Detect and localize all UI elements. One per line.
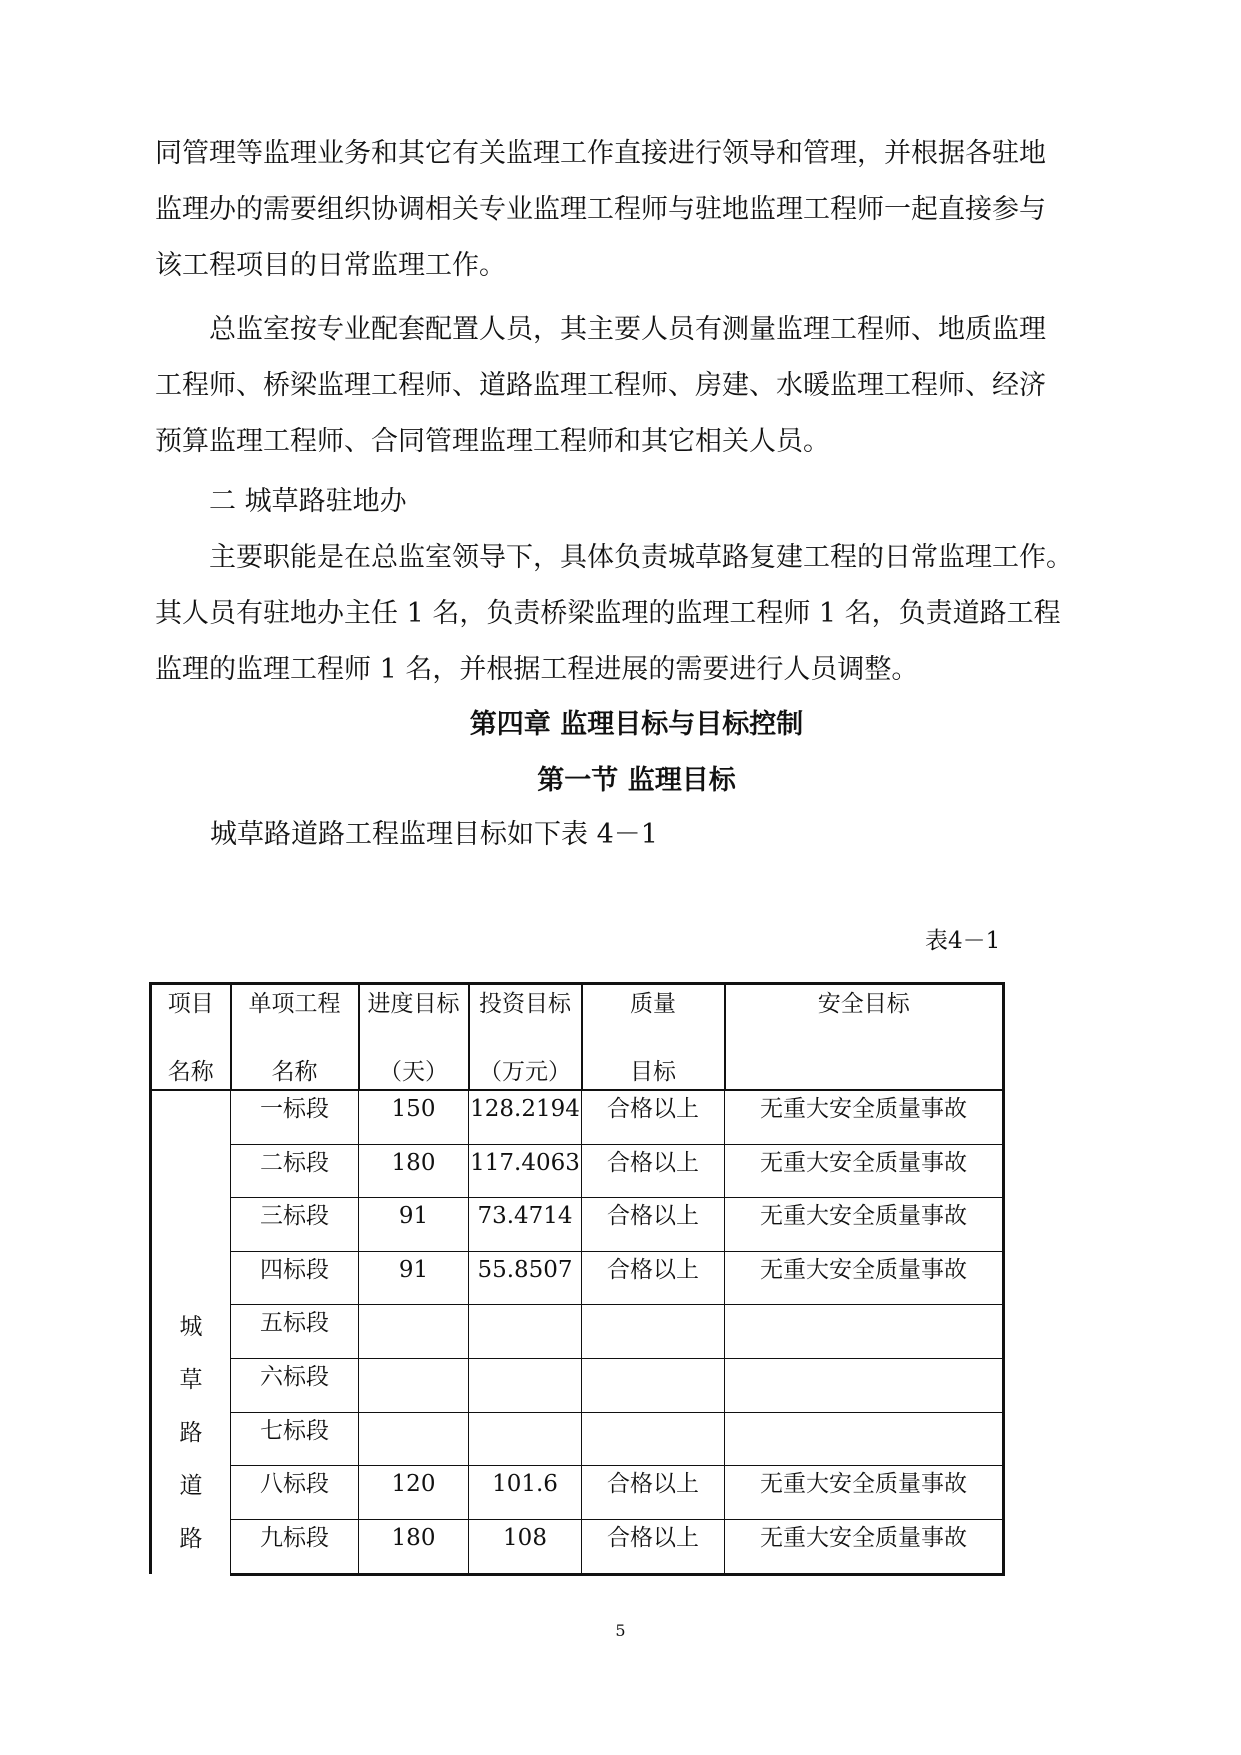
- header-cell: [359, 984, 469, 1091]
- section-title: 第一节 监理目标: [537, 765, 736, 796]
- table-row: [151, 1358, 1004, 1412]
- subsection-heading: [155, 474, 1115, 530]
- paragraph-resident-office: [155, 530, 1115, 698]
- header-cell: [725, 984, 1004, 1091]
- days-cell: 120: [359, 1466, 469, 1520]
- segment-cell: 八标段: [231, 1466, 359, 1520]
- header-bottom: [726, 1021, 1003, 1055]
- page-number: 5: [615, 1621, 626, 1640]
- table-row: [151, 1251, 1004, 1305]
- investment-cell: [469, 1305, 582, 1359]
- table-number: 表4－1: [925, 928, 1001, 954]
- investment-cell: 73.4714: [469, 1198, 582, 1252]
- quality-cell: [582, 1412, 725, 1466]
- safety-cell: 无重大安全质量事故: [725, 1090, 1004, 1144]
- header-top: 单项工程: [248, 991, 341, 1017]
- quality-cell: 合格以上: [582, 1198, 725, 1252]
- header-cell: [582, 984, 725, 1091]
- safety-cell: [725, 1412, 1004, 1466]
- segment-cell: 二标段: [231, 1144, 359, 1198]
- text-line: 同管理等监理业务和其它有关监理工作直接进行领导和管理，并根据各驻地: [155, 138, 1046, 169]
- header-cell: [231, 984, 359, 1091]
- quality-cell: 合格以上: [582, 1519, 725, 1574]
- segment-cell: 六标段: [231, 1358, 359, 1412]
- days-cell: [359, 1305, 469, 1359]
- project-name-vertical: [152, 1091, 230, 1574]
- safety-cell: [725, 1305, 1004, 1359]
- table-row: [151, 1519, 1004, 1574]
- table-intro: 城草路道路工程监理目标如下表 4－1: [210, 819, 658, 850]
- quality-cell: 合格以上: [582, 1144, 725, 1198]
- paragraph-management-duties: [155, 126, 1115, 294]
- text-line: 该工程项目的日常监理工作。: [155, 250, 506, 281]
- days-cell: 180: [359, 1144, 469, 1198]
- investment-cell: 108: [469, 1519, 582, 1574]
- quality-cell: [582, 1305, 725, 1359]
- segment-cell: 四标段: [231, 1251, 359, 1305]
- chapter-title: 第四章 监理目标与目标控制: [469, 709, 804, 740]
- supervision-targets-table: [149, 982, 1005, 1576]
- investment-cell: [469, 1412, 582, 1466]
- investment-cell: 128.2194: [469, 1090, 582, 1144]
- header-cell: [469, 984, 582, 1091]
- days-cell: 91: [359, 1251, 469, 1305]
- investment-cell: [469, 1358, 582, 1412]
- days-cell: 150: [359, 1090, 469, 1144]
- text-line: 主要职能是在总监室领导下，具体负责城草路复建工程的日常监理工作。: [155, 542, 1073, 573]
- table-row: [151, 1198, 1004, 1252]
- segment-cell: 七标段: [231, 1412, 359, 1466]
- header-bottom: 名称: [271, 1059, 318, 1085]
- header-top: 进度目标: [367, 991, 460, 1017]
- segment-cell: 一标段: [231, 1090, 359, 1144]
- text-line: 总监室按专业配套配置人员，其主要人员有测量监理工程师、地质监理: [155, 314, 1046, 345]
- safety-cell: 无重大安全质量事故: [725, 1251, 1004, 1305]
- safety-cell: 无重大安全质量事故: [725, 1519, 1004, 1574]
- days-cell: 91: [359, 1198, 469, 1252]
- safety-cell: [725, 1358, 1004, 1412]
- text-line: 二 城草路驻地办: [155, 486, 407, 517]
- header-bottom: 名称: [167, 1059, 214, 1085]
- text-line: 预算监理工程师、合同管理监理工程师和其它相关人员。: [155, 426, 830, 457]
- project-name-cell: [151, 1090, 231, 1574]
- table-row: [151, 1090, 1004, 1144]
- days-cell: [359, 1358, 469, 1412]
- project-name-char: 城: [179, 1314, 203, 1340]
- text-line: 监理办的需要组织协调相关专业监理工程师与驻地监理工程师一起直接参与: [155, 194, 1046, 225]
- days-cell: 180: [359, 1519, 469, 1574]
- header-top: 安全目标: [817, 991, 910, 1017]
- header-bottom: 目标: [630, 1059, 676, 1085]
- table-row: [151, 1412, 1004, 1466]
- table-row: [151, 1305, 1004, 1359]
- header-cell: [151, 984, 231, 1091]
- safety-cell: 无重大安全质量事故: [725, 1466, 1004, 1520]
- days-cell: [359, 1412, 469, 1466]
- table-header-row: [151, 984, 1004, 1091]
- investment-cell: 101.6: [469, 1466, 582, 1520]
- project-name-char: 草: [179, 1367, 203, 1393]
- safety-cell: 无重大安全质量事故: [725, 1198, 1004, 1252]
- header-top: 投资目标: [479, 991, 571, 1017]
- quality-cell: 合格以上: [582, 1466, 725, 1520]
- project-name-char: 路: [179, 1526, 203, 1552]
- header-bottom: （万元）: [479, 1059, 571, 1085]
- paragraph-staffing: [155, 302, 1115, 470]
- quality-cell: 合格以上: [582, 1090, 725, 1144]
- header-top: 项目: [167, 991, 214, 1017]
- investment-cell: 55.8507: [469, 1251, 582, 1305]
- safety-cell: 无重大安全质量事故: [725, 1144, 1004, 1198]
- investment-cell: 117.4063: [469, 1144, 582, 1198]
- table-row: [151, 1144, 1004, 1198]
- segment-cell: 五标段: [231, 1305, 359, 1359]
- header-bottom: （天）: [379, 1059, 448, 1085]
- segment-cell: 三标段: [231, 1198, 359, 1252]
- table-row: [151, 1466, 1004, 1520]
- text-line: 监理的监理工程师 1 名，并根据工程进展的需要进行人员调整。: [155, 654, 919, 685]
- quality-cell: [582, 1358, 725, 1412]
- segment-cell: 九标段: [231, 1519, 359, 1574]
- project-name-char: 路: [179, 1420, 203, 1446]
- text-line: 其人员有驻地办主任 1 名，负责桥梁监理的监理工程师 1 名，负责道路工程: [155, 598, 1061, 629]
- text-line: 工程师、桥梁监理工程师、道路监理工程师、房建、水暖监理工程师、经济: [155, 370, 1046, 401]
- quality-cell: 合格以上: [582, 1251, 725, 1305]
- header-top: 质量: [630, 991, 676, 1017]
- project-name-char: 道: [179, 1473, 203, 1499]
